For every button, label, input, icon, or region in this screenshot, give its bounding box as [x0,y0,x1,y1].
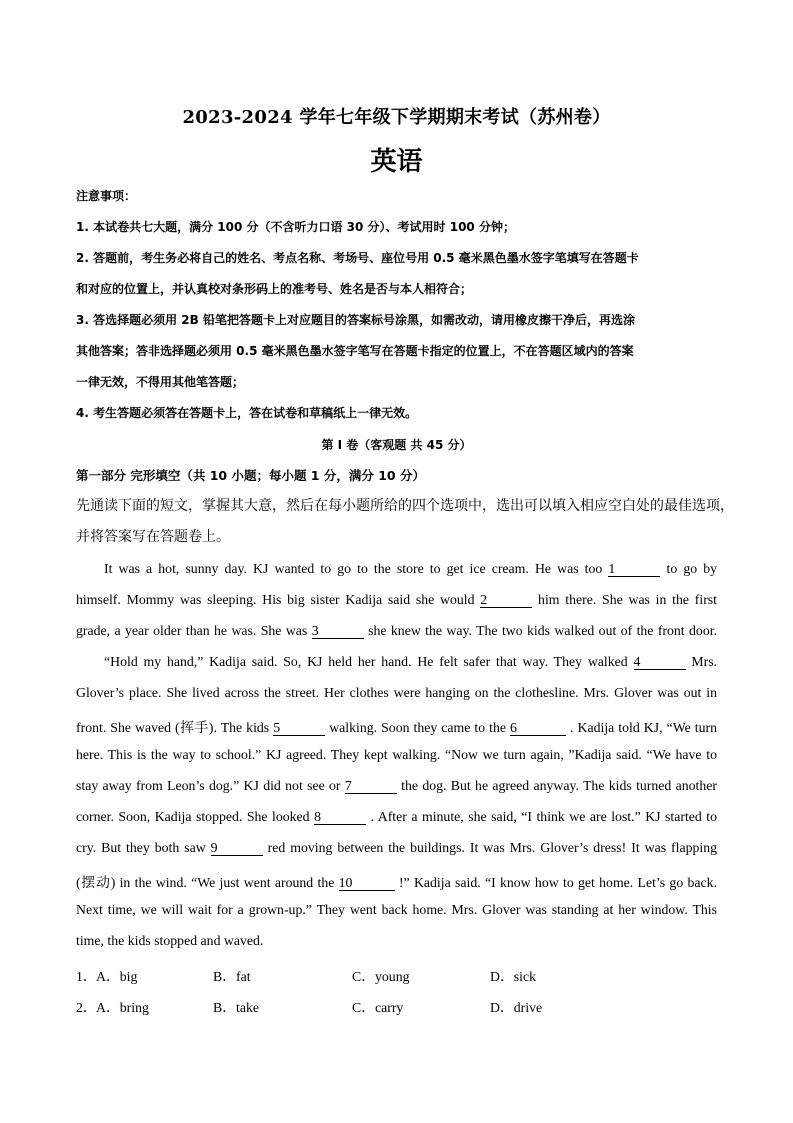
blank-10: 10 [339,876,395,891]
passage-text: to go by [666,561,718,576]
passage-text: Next time, we will wait for a grown-up.” They went back home. Mrs. Glover was standing at her window. This [76,902,717,917]
notes-line: 3. 答选择题必须用 2B 铅笔把答题卡上对应题目的答案标号涂黑，如需改动，请用橡皮擦干净后，再选涂 [76,313,635,327]
passage-text: It was a hot, sunny day. KJ wanted to go to the store to get ice cream. He was too [104,561,603,576]
passage-text: front. She waved (挥手). The kids [76,720,270,735]
passage-text: Mrs. [691,654,718,669]
passage-line [76,902,717,918]
notes-line: 一律无效，不得用其他笔答题； [76,375,245,389]
part-heading: 第一部分 完形填空（共 10 小题；每小题 1 分，满分 10 分） [76,468,425,483]
exam-title: 2023-2024 学年七年级下学期期末考试（苏州卷） [182,107,611,128]
blank-2: 2 [480,593,532,608]
passage-text: . Kadija told KJ, “We turn [570,720,717,735]
passage-text: red moving between the buildings. It was Mrs. Glover’s dress! It was flapping [267,840,718,855]
passage-text: cry. But they both saw [76,840,206,855]
notes-line: 其他答案；答非选择题必须用 0.5 毫米黑色墨水签字笔写在答题卡指定的位置上，不在答题区域内的答案 [76,344,634,358]
notes-line: 1. 本试卷共七大题，满分 100 分（不含听力口语 30 分）、考试用时 100 分钟； [76,220,515,234]
option-b[interactable]: B．fat [213,969,251,984]
instruction-line: 先通读下面的短文，掌握其大意，然后在每小题所给的四个选项中，选出可以填入相应空白处的最佳选项， [76,498,734,514]
passage-text: !” Kadija said. “I know how to get home. Let’s go back. [398,875,717,890]
passage-line [76,809,717,825]
blank-1: 1 [608,562,660,577]
option-c[interactable]: C．young [352,969,410,984]
passage-text: here. This is the way to school.” KJ agreed. They kept walking. “Now we turn again, ”Kadija said. “We have to [76,747,717,762]
notes-line: 4. 考生答题必须答在答题卡上，答在试卷和草稿纸上一律无效。 [76,406,418,420]
passage-line [76,716,717,736]
option-d[interactable]: D．drive [490,1000,543,1015]
blank-9: 9 [211,841,263,856]
passage-line [76,623,717,639]
passage-text: the dog. But he agreed anyway. The kids turned another [401,778,718,793]
volume-heading: 第 I 卷（客观题 共 45 分） [321,438,472,452]
notes-heading: 注意事项： [76,189,137,203]
passage-line [76,778,717,794]
passage-text: “Hold my hand,” Kadija said. So, KJ held her hand. He felt safer that way. They walked [104,654,628,669]
question-number: 2． [76,1000,97,1015]
option-d[interactable]: D．sick [490,969,536,984]
passage-text: grade, a year older than he was. She was [76,623,308,638]
blank-7: 7 [345,779,397,794]
passage-text: walking. Soon they came to the [329,720,507,735]
instruction-line: 并将答案写在答题卷上。 [76,529,230,545]
passage-line [104,654,717,670]
passage-line [76,592,717,608]
notes-line: 和对应的位置上，并认真校对条形码上的准考号、姓名是否与本人相符合； [76,282,473,296]
passage-line [76,840,717,856]
blank-4: 4 [634,655,686,670]
passage-line [76,933,717,949]
blank-5: 5 [273,721,325,736]
subject-heading: 英语 [370,147,423,177]
blank-3: 3 [312,624,364,639]
passage-text: (摆动) in the wind. “We just went around the [76,875,335,890]
notes-line: 2. 答题前，考生务必将自己的姓名、考点名称、考场号、座位号用 0.5 毫米黑色墨水签字笔填写在答题卡 [76,251,639,265]
option-a[interactable]: A．bring [96,1000,149,1015]
passage-line [104,561,717,577]
passage-line [76,871,717,891]
option-a[interactable]: A．big [96,969,138,984]
passage-text: him there. She was in the first [538,592,717,607]
passage-text: himself. Mommy was sleeping. His big sister Kadija said she would [76,592,475,607]
passage-text: time, the kids stopped and waved. [76,933,264,948]
blank-6: 6 [510,721,566,736]
passage-text: she knew the way. The two kids walked out of the front door. [368,623,718,638]
question-number: 1． [76,969,97,984]
passage-text: stay away from Leon’s dog.” KJ did not see or [76,778,341,793]
option-c[interactable]: C．carry [352,1000,404,1015]
passage-text: Glover’s place. She lived across the street. Her clothes were hanging on the clothesline. Mrs. Glover was out in [76,685,717,700]
passage-text: corner. Soon, Kadija stopped. She looked [76,809,310,824]
passage-line [76,685,717,701]
blank-8: 8 [314,810,366,825]
passage-line [76,747,717,763]
option-b[interactable]: B．take [213,1000,259,1015]
passage-text: . After a minute, she said, “I think we are lost.” KJ started to [370,809,718,824]
